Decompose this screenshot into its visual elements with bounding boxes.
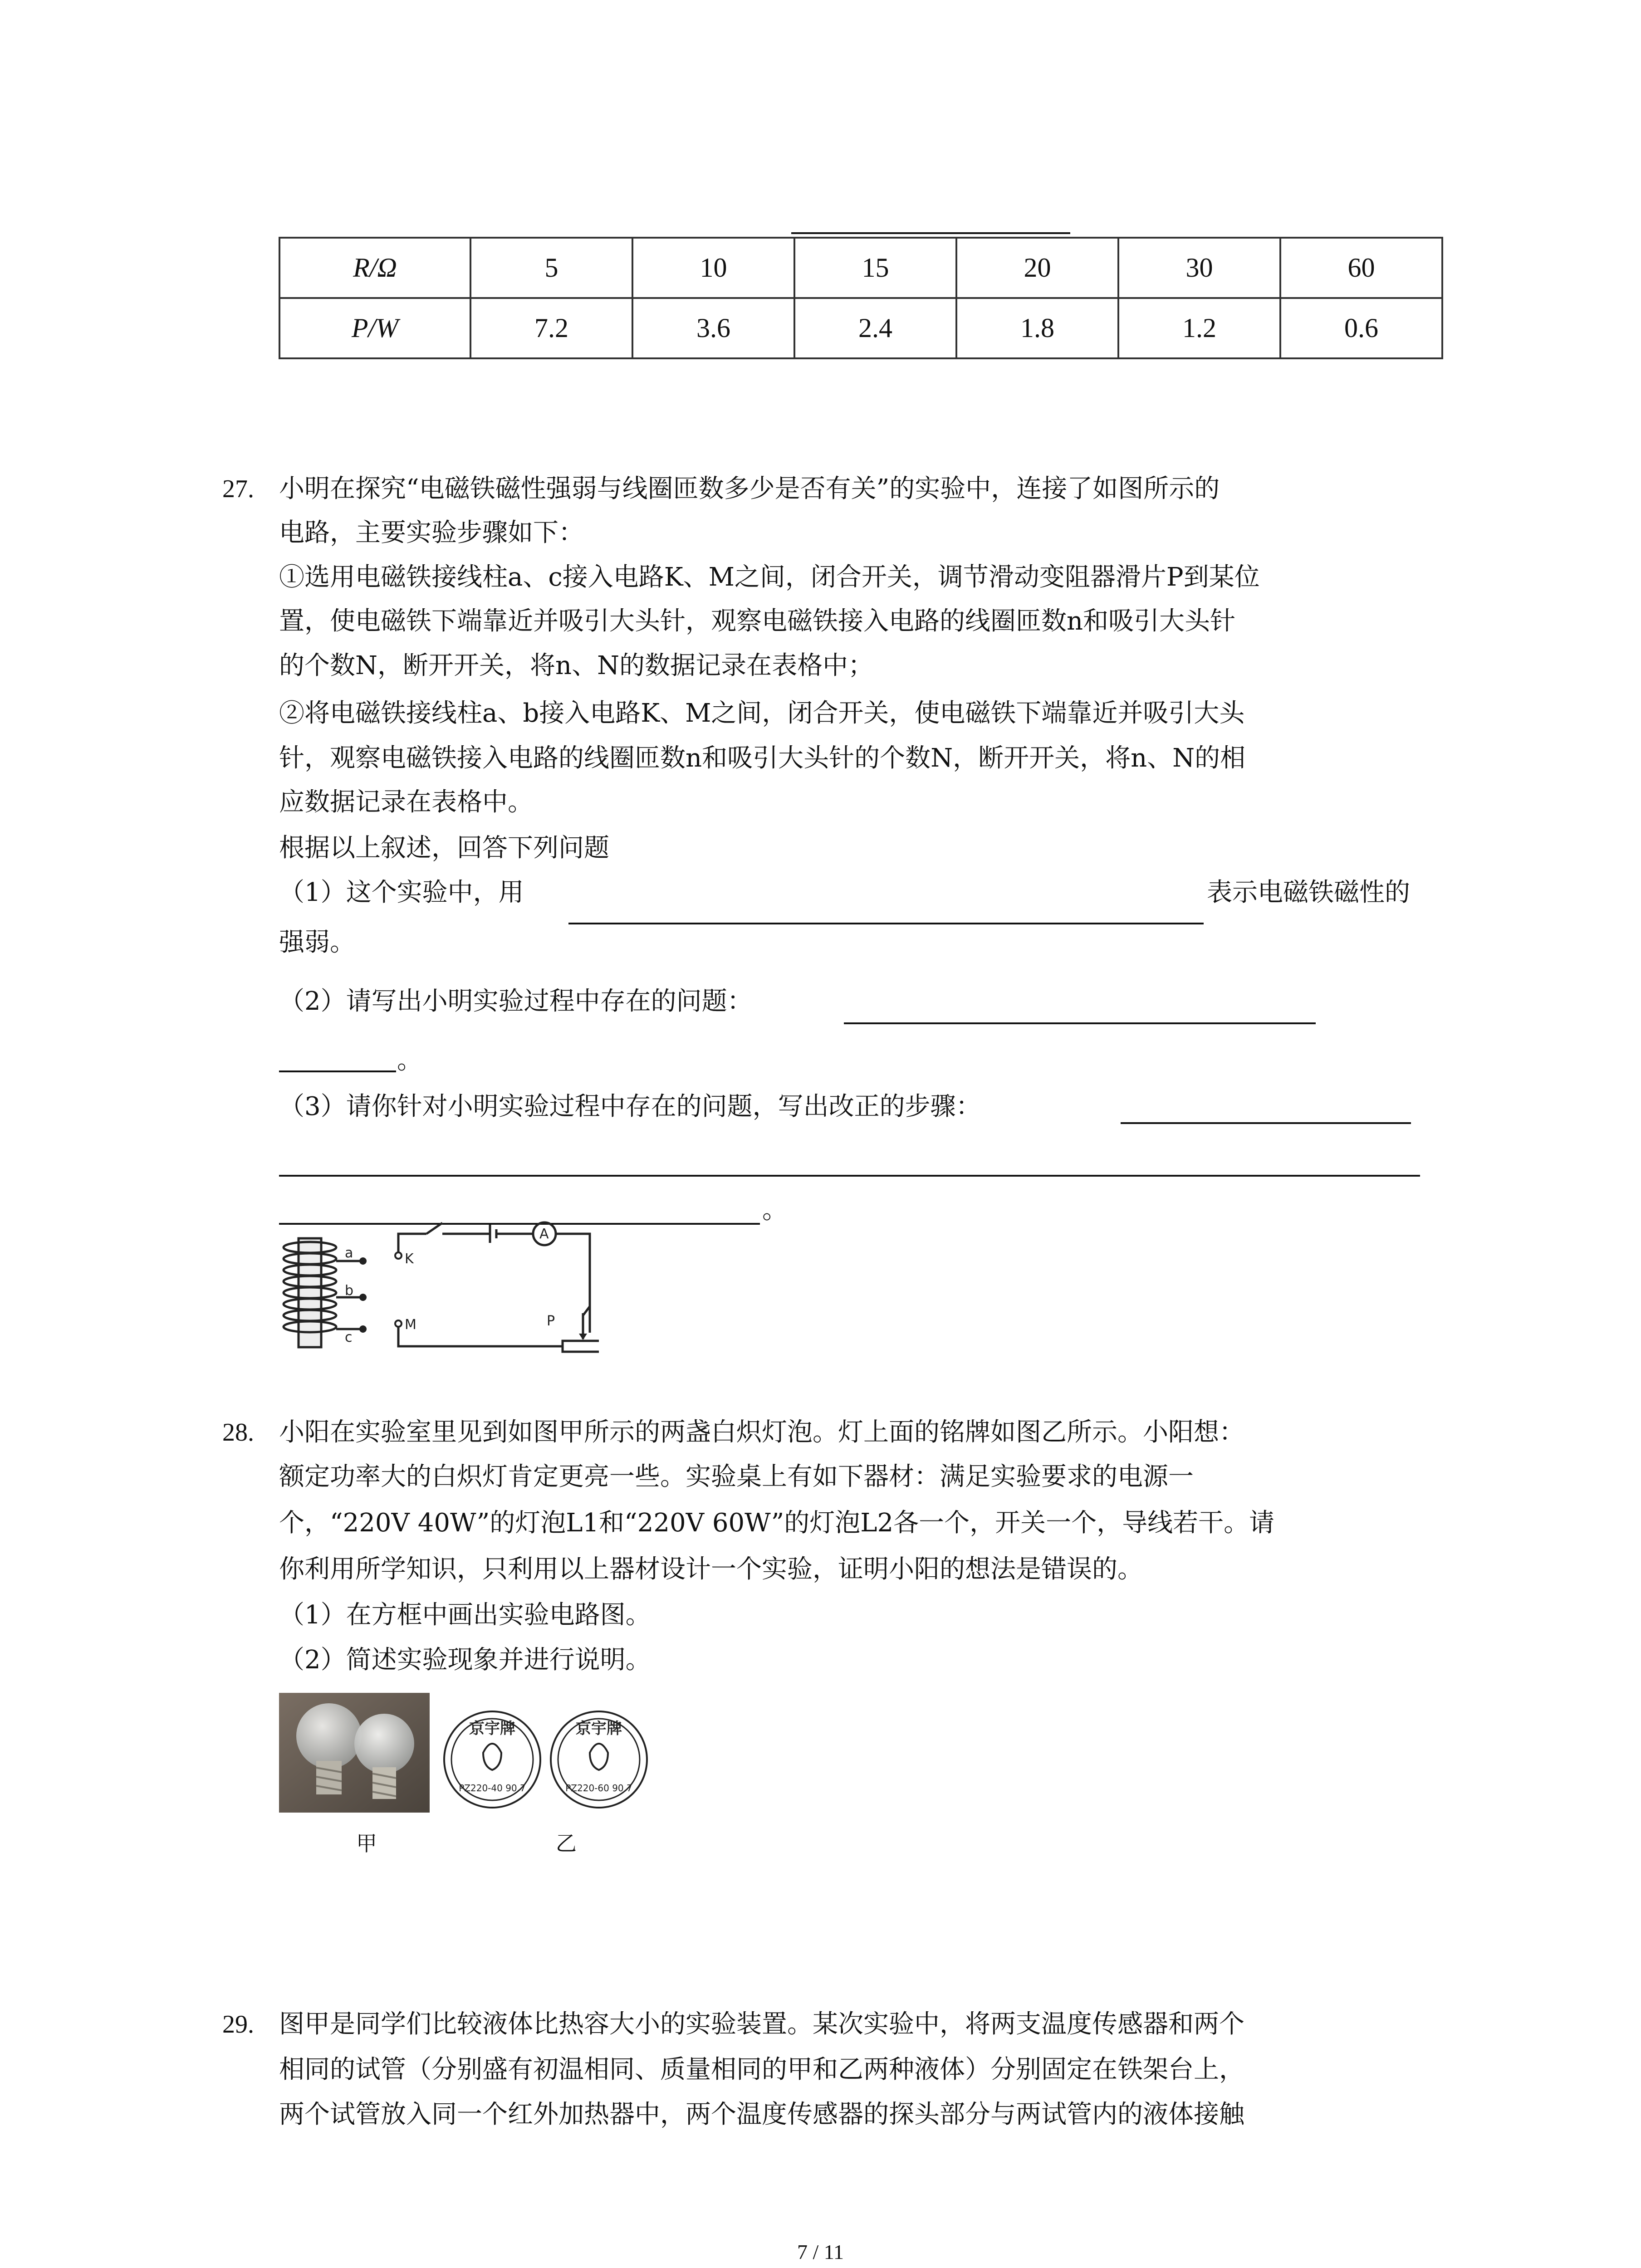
q27-sub2-blank[interactable]: [844, 1022, 1316, 1024]
plate-brand: 京宇牌: [576, 1720, 622, 1738]
q27-step2-line1: ②将电磁铁接线柱a、b接入电路K、M之间，闭合开关，使电磁铁下端靠近并吸引大头: [279, 699, 1245, 728]
q27-number: 27.: [222, 475, 254, 503]
plate-rating: PZ220-60 90.7: [565, 1783, 632, 1794]
caption-yi: 乙: [556, 1831, 577, 1856]
terminal-c-label: c: [345, 1330, 353, 1345]
terminal-a-label: a: [345, 1245, 353, 1261]
page-number: 7 / 11: [797, 2240, 844, 2263]
q28-line3: 个，“220V 40W”的灯泡L1和“220V 60W”的灯泡L2各一个，开关一个，导线若干。请: [279, 1508, 1275, 1538]
plate-brand: 京宇牌: [469, 1720, 515, 1738]
q27-sub3-blank-line2[interactable]: [279, 1175, 1420, 1177]
table-cell: 1.8: [956, 298, 1118, 358]
q27-instruction: 根据以上叙述，回答下列问题: [279, 833, 609, 863]
terminal-b-label: b: [345, 1283, 354, 1299]
table-row: [279, 238, 1442, 298]
q28-line2: 额定功率大的白炽灯肯定更亮一些。实验桌上有如下器材：满足实验要求的电源一: [279, 1462, 1194, 1491]
nameplates: [442, 1707, 651, 1814]
electromagnet-circuit-diagram: [272, 1220, 599, 1356]
q27-step1-line2: 置，使电磁铁下端靠近并吸引大头针，观察电磁铁接入电路的线圈匝数n和吸引大头针: [279, 606, 1236, 636]
top-rule: [791, 232, 1070, 234]
plate-rating: PZ220-40 90.7: [459, 1783, 526, 1794]
q27-stem-line1: 小明在探究“电磁铁磁性强弱与线圈匝数多少是否有关”的实验中，连接了如图所示的: [279, 474, 1220, 503]
q27-sub2-prefix: （2）请写出小明实验过程中存在的问题：: [279, 987, 753, 1016]
q28-line4: 你利用所学知识，只利用以上器材设计一个实验，证明小阳的想法是错误的。: [279, 1554, 1143, 1584]
nameplate-60w: [551, 1711, 647, 1808]
k-label: K: [405, 1251, 414, 1267]
q27-step1-line3: 的个数N，断开开关，将n、N的数据记录在表格中；: [279, 651, 874, 680]
table-cell: 10: [632, 238, 794, 298]
table-cell: 5: [470, 238, 632, 298]
table-cell: 1.2: [1118, 298, 1280, 358]
q27-stem-line2: 电路，主要实验步骤如下：: [279, 518, 584, 547]
m-label: M: [405, 1317, 416, 1333]
q27-sub3-prefix: （3）请你针对小明实验过程中存在的问题，写出改正的步骤：: [279, 1092, 981, 1121]
table-cell: 0.6: [1280, 298, 1442, 358]
q27-sub1-suffix: 表示电磁铁磁性的: [1207, 878, 1410, 907]
table-header-r: R/Ω: [279, 238, 470, 298]
bulbs-photo: [279, 1693, 430, 1813]
table-cell: 20: [956, 238, 1118, 298]
q27-sub1-blank[interactable]: [568, 923, 1204, 924]
q28-number: 28.: [222, 1418, 254, 1447]
table-cell: 60: [1280, 238, 1442, 298]
resistance-power-table: [279, 237, 1443, 359]
q27-sub3-end: 。: [762, 1195, 788, 1225]
q28-sub2: （2）简述实验现象并进行说明。: [279, 1645, 651, 1675]
ammeter-label: A: [539, 1226, 549, 1242]
caption-jia: 甲: [356, 1831, 377, 1856]
q29-line3: 两个试管放入同一个红外加热器中，两个温度传感器的探头部分与两试管内的液体接触: [279, 2100, 1244, 2129]
table-cell: 7.2: [470, 298, 632, 358]
q27-step2-line2: 针，观察电磁铁接入电路的线圈匝数n和吸引大头针的个数N，断开开关，将n、N的相: [279, 743, 1246, 773]
rheostat: [563, 1341, 599, 1352]
q29-line2: 相同的试管（分别盛有初温相同、质量相同的甲和乙两种液体）分别固定在铁架台上，: [279, 2055, 1244, 2084]
q28-line1: 小阳在实验室里见到如图甲所示的两盏白炽灯泡。灯上面的铭牌如图乙所示。小阳想：: [279, 1418, 1244, 1447]
q27-sub2-end: 。: [397, 1046, 422, 1075]
q27-sub2-blank-cont[interactable]: [279, 1070, 396, 1072]
q27-sub1-line2: 强弱。: [279, 928, 355, 957]
nameplate-40w: [444, 1711, 540, 1808]
table-cell: 3.6: [632, 298, 794, 358]
table-cell: 15: [794, 238, 956, 298]
table-header-p: P/W: [279, 298, 470, 358]
table-cell: 2.4: [794, 298, 956, 358]
table-row: [279, 298, 1442, 358]
q27-step2-line3: 应数据记录在表格中。: [279, 787, 533, 817]
p-label: P: [547, 1313, 555, 1329]
q28-sub1: （1）在方框中画出实验电路图。: [279, 1600, 651, 1630]
q27-step1-line1: ①选用电磁铁接线柱a、c接入电路K、M之间，闭合开关，调节滑动变阻器滑片P到某位: [279, 562, 1260, 592]
q27-sub1-prefix: （1）这个实验中，用: [279, 878, 524, 907]
q29-line1: 图甲是同学们比较液体比热容大小的实验装置。某次实验中，将两支温度传感器和两个: [279, 2009, 1244, 2039]
q27-sub3-blank[interactable]: [1121, 1122, 1411, 1124]
table-cell: 30: [1118, 238, 1280, 298]
q29-number: 29.: [222, 2010, 254, 2038]
